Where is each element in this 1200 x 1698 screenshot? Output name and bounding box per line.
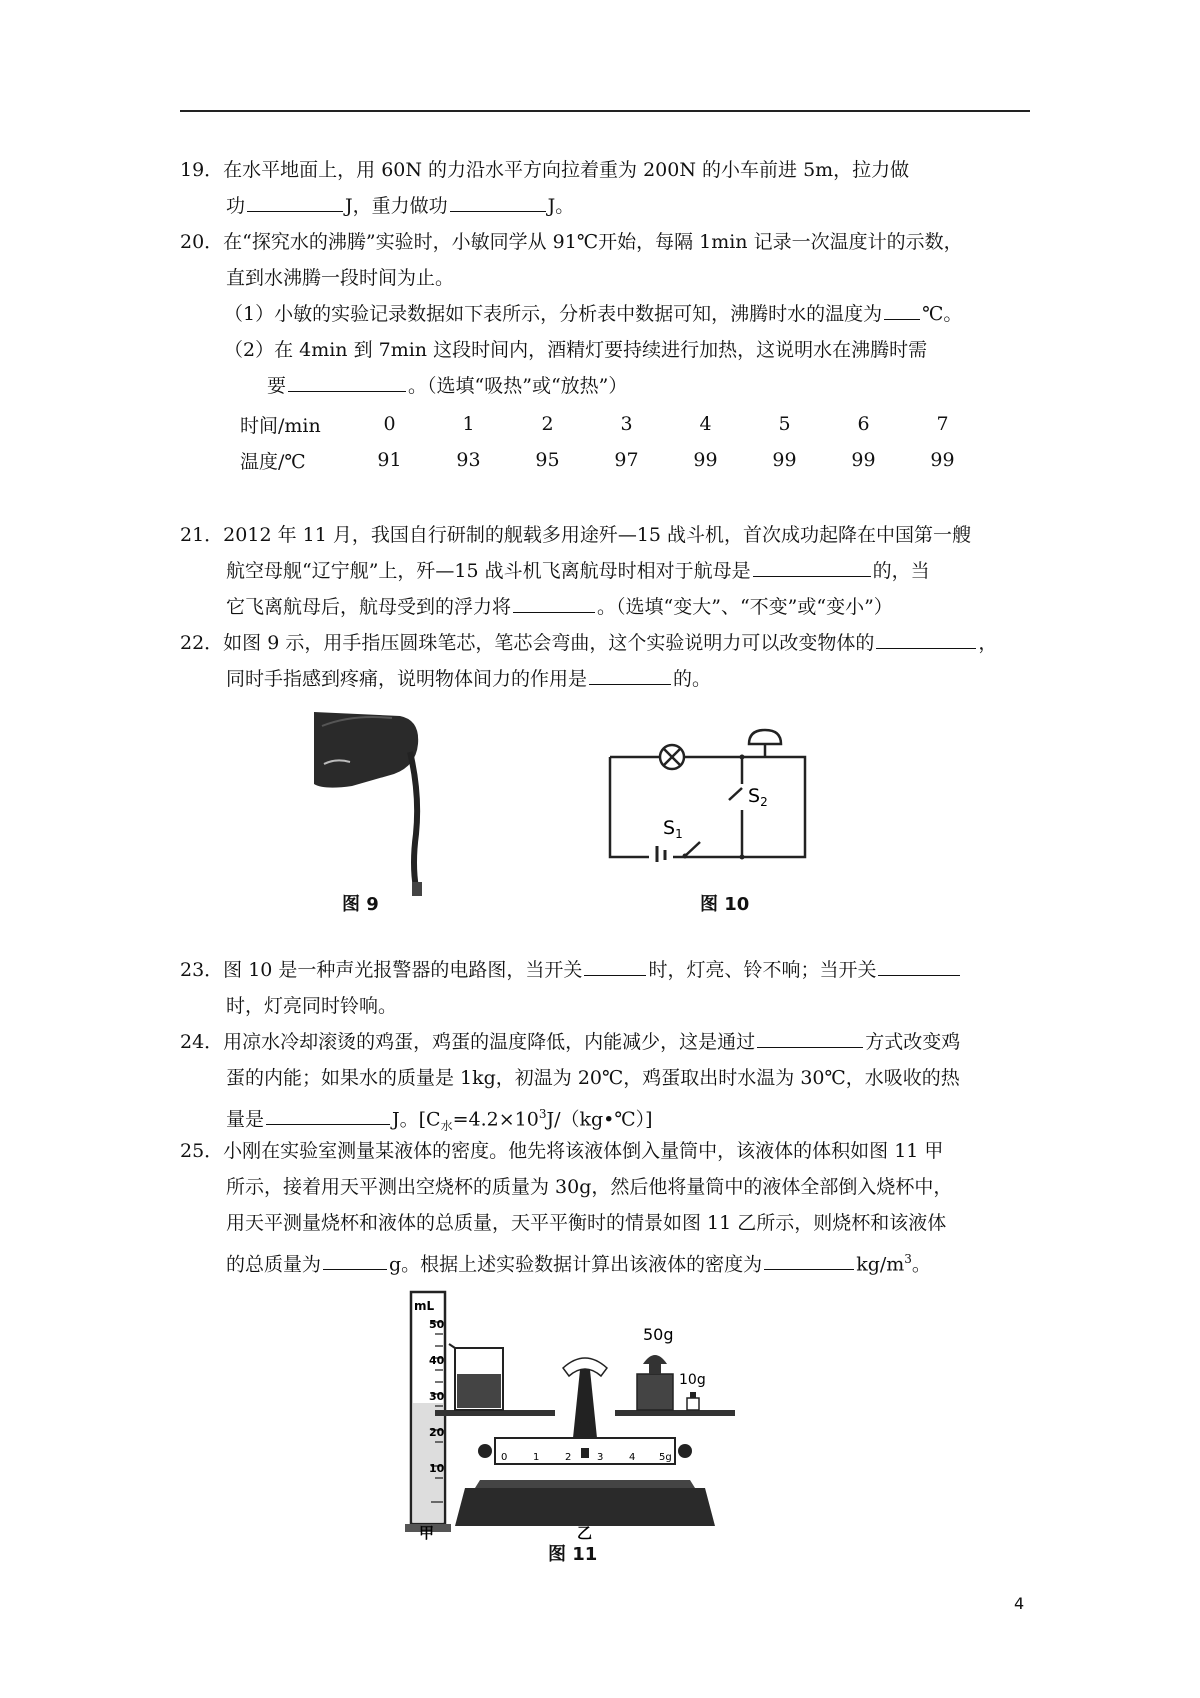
balance-base — [455, 1488, 715, 1526]
q25-blank-mass[interactable] — [323, 1247, 387, 1270]
q23-blank-switch-a[interactable] — [584, 953, 646, 976]
figure-9-finger-pen — [312, 704, 442, 904]
page-number: 4 — [1014, 1594, 1025, 1613]
svg-text:4: 4 — [629, 1452, 636, 1463]
q24-blank-method[interactable] — [757, 1025, 863, 1048]
right-pan — [615, 1410, 735, 1416]
pen-refill — [410, 752, 417, 888]
question-21 — [180, 517, 1040, 625]
question-22 — [180, 625, 1040, 697]
table-cell: 2 — [541, 413, 554, 435]
rider-icon — [581, 1448, 589, 1458]
q22-text-c: 同时手指感到疼痛，说明物体间力的作用是 — [226, 668, 588, 690]
table-cell: 99 — [693, 449, 718, 471]
figure-10-caption: 图 10 — [700, 894, 750, 915]
q23-text-a: 23．图 10 是一种声光报警器的电路图，当开关 — [180, 959, 583, 981]
q25-blank-density[interactable] — [764, 1247, 854, 1270]
q21-text-c: 它飞离航母后，航母受到的浮力将 — [226, 596, 512, 618]
table-cell: 7 — [936, 413, 949, 435]
question-20 — [180, 224, 1040, 404]
question-24: 24．用凉水冷却滚烫的鸡蛋，鸡蛋的温度降低，内能减少，这是通过 方式改变鸡 蛋的内能；如果水的质量是 1kg，初温为 20℃，鸡蛋取出时水温为 30℃，水吸收的热 量是 J。$[C_水=4.2\times 10^3J/(kg•℃)]$ — [180, 1024, 1040, 1144]
svg-text:0: 0 — [501, 1452, 508, 1463]
bell-icon — [749, 730, 781, 744]
q21-line1: 21．2012 年 11 月，我国自行研制的舰载多用途歼—15 战斗机，首次成功起降在中国第一艘 — [180, 524, 972, 546]
table-cell: 0 — [383, 413, 396, 435]
q21-text-d: 。（选填“变大”、“不变”或“变小”） — [597, 596, 893, 618]
weight-50g-label: 50g — [643, 1325, 674, 1344]
q20-sub1-unit: ℃。 — [922, 303, 963, 325]
q20-line2: 直到水沸腾一段时间为止。 — [226, 267, 455, 289]
svg-text:1: 1 — [533, 1452, 540, 1463]
q20-sub2: （2）在 4min 到 7min 这段时间内，酒精灯要持续进行加热，这说明水在沸腾时需 — [224, 339, 928, 361]
label-jia: 甲 — [419, 1524, 435, 1542]
svg-text:2: 2 — [565, 1452, 572, 1463]
q23-blank-switch-b[interactable] — [878, 953, 960, 976]
table-cell: 99 — [851, 449, 876, 471]
table-cell: 97 — [614, 449, 639, 471]
table-cell: 5 — [778, 413, 791, 435]
q20-blank-heat[interactable] — [288, 369, 406, 392]
svg-text:30: 30 — [429, 1390, 445, 1403]
unit-label: mL — [414, 1299, 435, 1313]
q21-text-b: 的，当 — [872, 560, 930, 582]
table-cell: 99 — [930, 449, 955, 471]
table-cell: 99 — [772, 449, 797, 471]
q19-text-a: 功 — [226, 195, 246, 217]
q20-sub1-text: （1）小敏的实验记录数据如下表所示，分析表中数据可知，沸腾时水的温度为 — [224, 303, 883, 325]
q20-sub2-b: 。（选填“吸热”或“放热”） — [408, 375, 628, 397]
table-row-temp — [240, 442, 982, 478]
q19-text-b: J，重力做功 — [345, 195, 448, 217]
beaker-liquid — [457, 1374, 501, 1408]
svg-text:20: 20 — [429, 1426, 445, 1439]
weight-10g-icon — [687, 1398, 699, 1410]
table-cell: 3 — [620, 413, 633, 435]
q25-line2: 所示，接着用天平测出空烧杯的质量为 30g，然后他将量筒中的液体全部倒入烧杯中， — [226, 1176, 953, 1198]
q22-text-d: 的。 — [673, 668, 712, 690]
q20-blank-temp[interactable] — [884, 297, 920, 320]
svg-text:10: 10 — [429, 1462, 445, 1475]
q22-blank-mutual[interactable] — [589, 662, 671, 685]
graduated-cylinder — [405, 1292, 451, 1542]
figure-11-caption: 图 11 — [548, 1544, 598, 1565]
question-25: 25．小刚在实验室测量某液体的密度。他先将该液体倒入量筒中，该液体的体积如图 11 甲 所示，接着用天平测出空烧杯的质量为 30g，然后他将量筒中的液体全部倒入烧杯中， 用天平测量烧杯和液体的总质量，天平平衡时的情景如图 11 乙所示，则烧杯和该液体 的总质量为 g。根据上述实验数据计算出该液体的密度为 $kg/m^3$。 — [180, 1133, 1040, 1282]
q23-line2: 时，灯亮同时铃响。 — [226, 995, 398, 1017]
q25-line1: 25．小刚在实验室测量某液体的密度。他先将该液体倒入量筒中，该液体的体积如图 11 甲 — [180, 1140, 944, 1162]
switch-s1-icon — [685, 842, 700, 856]
table-cell: 6 — [857, 413, 870, 435]
q24-text-c: 量是 — [226, 1108, 265, 1131]
table-label-time: 时间/min — [240, 414, 321, 437]
q22-blank-shape[interactable] — [876, 626, 976, 649]
q19-line1: 19．在水平地面上，用 60N 的力沿水平方向拉着重为 200N 的小车前进 5m，拉力做 — [180, 159, 910, 181]
q22-text-a: 22．如图 9 示，用手指压圆珠笔芯，笔芯会弯曲，这个实验说明力可以改变物体的 — [180, 632, 875, 654]
q23-text-b: 时，灯亮、铃不响；当开关 — [648, 959, 877, 981]
table-cell: 95 — [535, 449, 560, 471]
figure-10-circuit — [605, 722, 815, 867]
q20-line1: 20．在“探究水的沸腾”实验时，小敏同学从 91℃开始，每隔 1min 记录一次温度计的示数， — [180, 231, 963, 253]
table-label-temp: 温度/℃ — [240, 450, 306, 473]
label-yi: 乙 — [577, 1524, 593, 1542]
q21-blank-buoyancy[interactable] — [513, 590, 595, 613]
q24-line2: 蛋的内能；如果水的质量是 1kg，初温为 20℃，鸡蛋取出时水温为 30℃，水吸收的热 — [226, 1067, 960, 1089]
table-cell: 93 — [456, 449, 481, 471]
svg-text:5g: 5g — [659, 1452, 672, 1463]
weight-10g-label: 10g — [679, 1372, 706, 1388]
q24-text-a: 24．用凉水冷却滚烫的鸡蛋，鸡蛋的温度降低，内能减少，这是通过 — [180, 1031, 756, 1053]
q19-blank-work[interactable] — [247, 189, 343, 212]
balance-scale — [435, 1325, 735, 1542]
question-23 — [180, 952, 1040, 1024]
svg-text:50: 50 — [429, 1318, 445, 1331]
q19-blank-gravity[interactable] — [450, 189, 546, 212]
table-cell: 1 — [462, 413, 475, 435]
svg-text:3: 3 — [597, 1452, 604, 1463]
figure-11 — [405, 1288, 785, 1548]
q20-sub2-a: 要 — [267, 375, 287, 397]
table-row-time — [240, 406, 982, 442]
question-19 — [180, 152, 1040, 224]
label-s2: $S_2$ — [748, 785, 768, 809]
table-cell: 4 — [699, 413, 712, 435]
q25-line3: 用天平测量烧杯和液体的总质量，天平平衡时的情景如图 11 乙所示，则烧杯和该液体 — [226, 1212, 947, 1234]
svg-text:40: 40 — [429, 1354, 445, 1367]
q19-text-c: J。 — [547, 195, 575, 217]
header-rule — [180, 110, 1030, 112]
q24-blank-heat[interactable] — [266, 1102, 390, 1125]
weight-50g-icon — [637, 1374, 673, 1410]
q21-text-a: 航空母舰“辽宁舰”上，歼—15 战斗机飞离航母时相对于航母是 — [226, 560, 751, 582]
temperature-table — [240, 406, 982, 478]
q24-text-b: 方式改变鸡 — [865, 1031, 961, 1053]
q21-blank-motion[interactable] — [753, 554, 871, 577]
switch-s2-icon — [729, 788, 742, 800]
figure-9-caption: 图 9 — [342, 894, 379, 915]
label-s1: $S_1$ — [663, 817, 683, 841]
q22-text-b: ， — [978, 632, 998, 654]
table-cell: 91 — [377, 449, 402, 471]
